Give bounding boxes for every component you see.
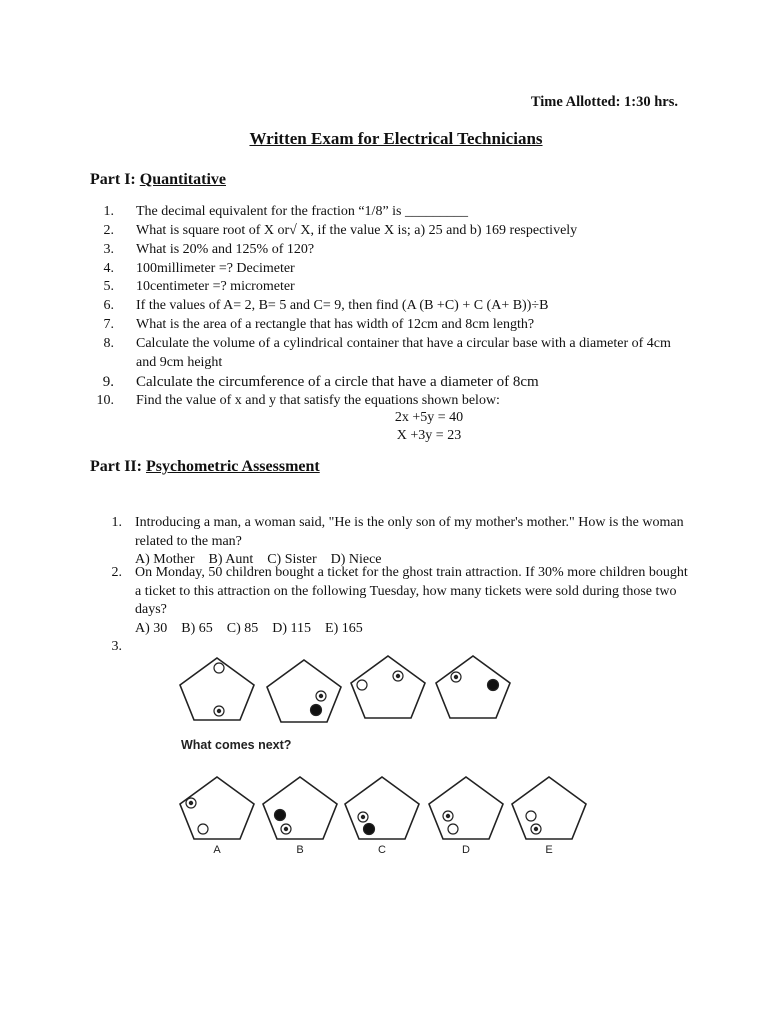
- question-number: 9.: [102, 374, 114, 390]
- option-label-e: E: [545, 844, 553, 856]
- filled-circle: [311, 705, 322, 716]
- answer-options: A) 30 B) 65 C) 85 D) 115 E) 165: [135, 620, 363, 636]
- equation: 2x +5y = 40: [394, 410, 464, 425]
- question-number: 1.: [103, 204, 114, 219]
- exam-title: Written Exam for Electrical Technicians: [249, 129, 543, 148]
- filled-circle: [275, 810, 286, 821]
- pentagon-puzzle-figure: [170, 652, 590, 857]
- filled-circle: [364, 824, 375, 835]
- sequence-pentagon-2: [267, 660, 341, 722]
- question-text: Calculate the volume of a cylindrical container that have a circular base with a diameter of 4cm and 9cm height: [136, 336, 671, 370]
- option-pentagon-e: [512, 777, 586, 839]
- question-text: What is the area of a rectangle that has width of 12cm and 8cm length?: [136, 317, 535, 332]
- option-label-b: B: [296, 844, 304, 856]
- option-pentagon-d: [429, 777, 503, 839]
- question-number: 2.: [103, 223, 114, 238]
- question-text: What is square root of X or√ X, if the value X is; a) 25 and b) 169 respectively: [136, 223, 578, 238]
- open-circle: [214, 663, 224, 673]
- filled-circle: [488, 680, 499, 691]
- equation: X +3y = 23: [396, 428, 462, 443]
- option-pentagon-b: [263, 777, 337, 839]
- answer-options: A) Mother B) Aunt C) Sister D) Niece: [135, 552, 382, 567]
- open-circle: [357, 680, 367, 690]
- part-one-name: Quantitative: [139, 171, 226, 188]
- question-number: 4.: [103, 261, 114, 276]
- open-circle: [526, 811, 536, 821]
- part-two-prefix: Part II:: [90, 458, 146, 475]
- question-text: On Monday, 50 children bought a ticket for the ghost train attraction. If 30% more children bought a ticket to this attraction on the following Tuesday, how many tickets were sold during those two days?: [135, 565, 688, 617]
- question-text: 100millimeter =? Decimeter: [136, 261, 295, 276]
- option-pentagon-c: [345, 777, 419, 839]
- question-number: 1.: [111, 515, 122, 530]
- option-label-a: A: [213, 844, 221, 856]
- time-allotted: Time Allotted: 1:30 hrs.: [530, 94, 678, 110]
- question-number: 6.: [103, 298, 114, 313]
- question-text: The decimal equivalent for the fraction “1/8” is _________: [136, 204, 469, 219]
- question-number: 5.: [103, 279, 114, 294]
- question-text: 10centimeter =? micrometer: [136, 279, 295, 294]
- question-text: What is 20% and 125% of 120?: [136, 242, 315, 257]
- figure-caption: What comes next?: [181, 738, 292, 752]
- question-number: 8.: [103, 336, 114, 351]
- question-number: 3.: [111, 639, 122, 654]
- part-two-heading: [90, 458, 320, 476]
- question-number: 3.: [103, 242, 114, 257]
- question-text: Find the value of x and y that satisfy the equations shown below:: [136, 393, 500, 408]
- option-label-c: C: [378, 844, 386, 856]
- question-text: If the values of A= 2, B= 5 and C= 9, then find (A (B +C) + C (A+ B))÷B: [136, 298, 549, 313]
- part-one-heading: [90, 171, 226, 189]
- question-number: 2.: [111, 565, 122, 580]
- sequence-pentagon-4: [436, 656, 510, 718]
- part-one-prefix: Part I:: [90, 171, 140, 188]
- question-number: 7.: [103, 317, 114, 332]
- open-circle: [198, 824, 208, 834]
- part-two-name: Psychometric Assessment: [145, 458, 320, 475]
- question-text: Introducing a man, a woman said, "He is the only son of my mother's mother." How is the woman related to the man?: [135, 515, 684, 549]
- option-label-d: D: [462, 844, 470, 856]
- question-text: Calculate the circumference of a circle that have a diameter of 8cm: [136, 374, 539, 390]
- question-number: 10.: [96, 393, 114, 408]
- open-circle: [448, 824, 458, 834]
